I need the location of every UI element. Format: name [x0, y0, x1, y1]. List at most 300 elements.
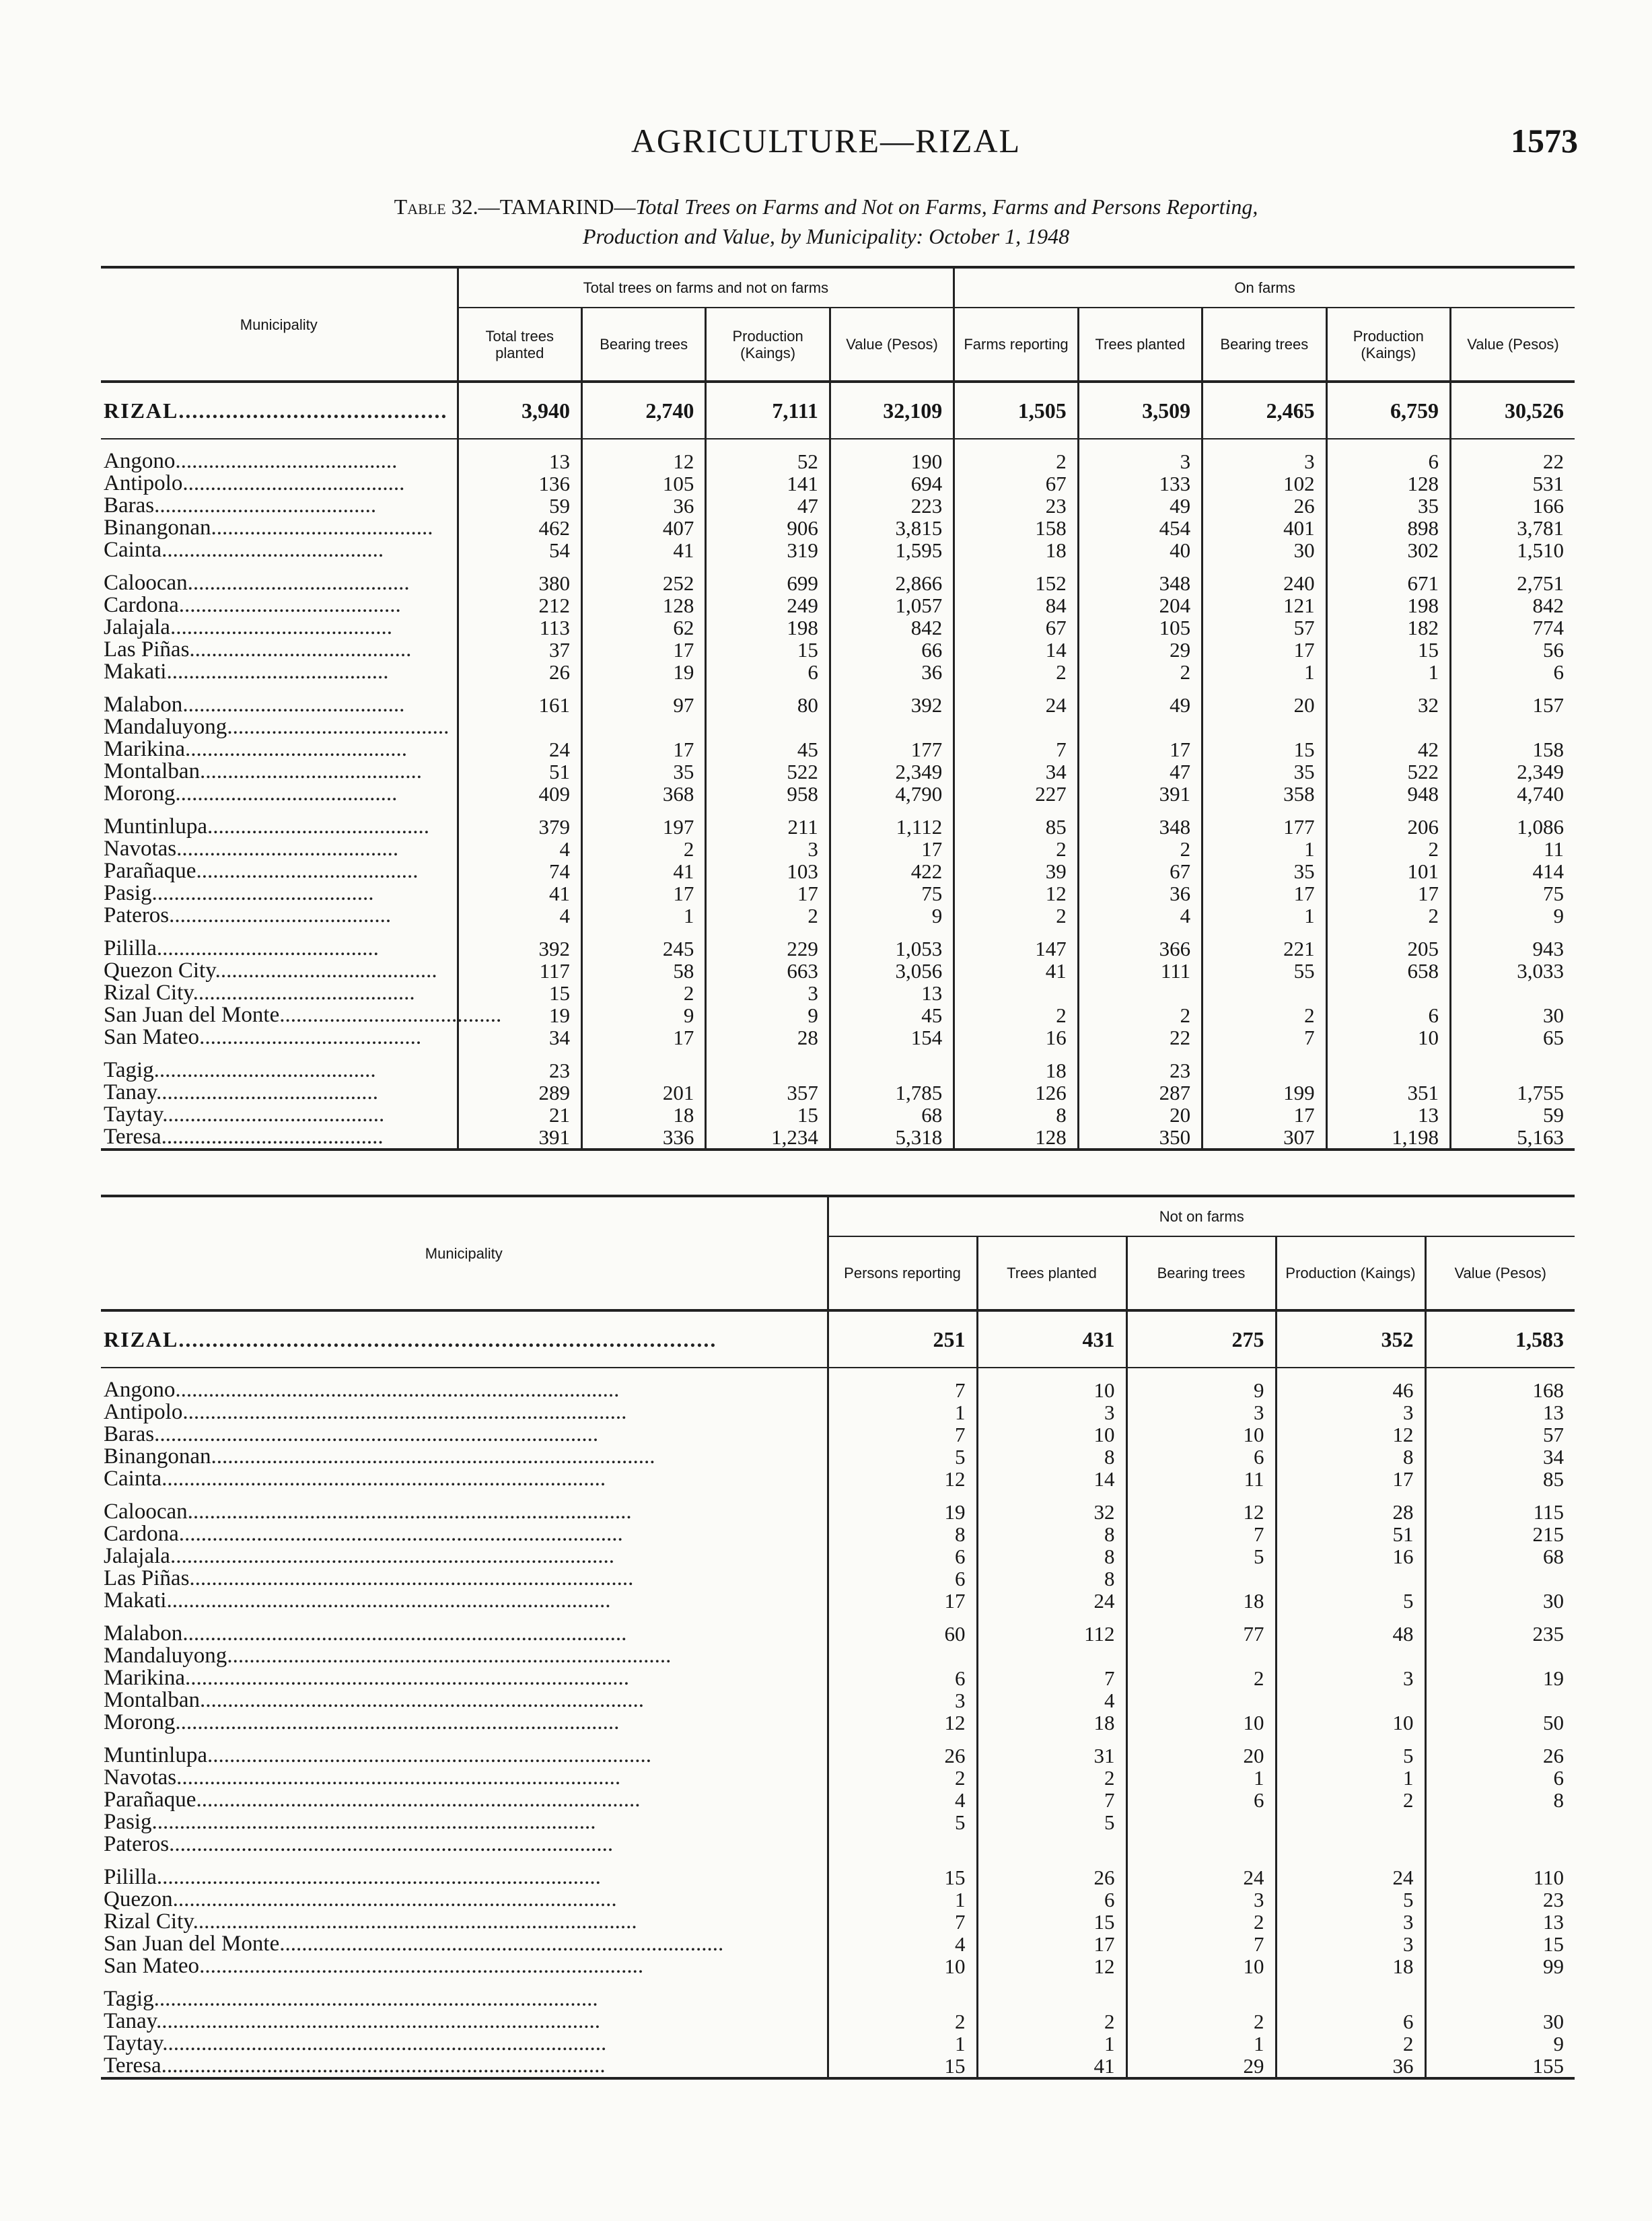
- table-cell: 842: [1451, 594, 1575, 616]
- municipality-label: San Juan del Monte: [104, 1932, 280, 1956]
- table-cell: 121: [1202, 594, 1326, 616]
- table-row: [101, 1545, 1575, 1567]
- page-header: [0, 121, 1652, 175]
- table-cell: 3,056: [830, 960, 954, 982]
- table-row: [101, 661, 1575, 683]
- table-cell: 351: [1326, 1082, 1450, 1104]
- table-cell: 7: [977, 1789, 1126, 1811]
- table-cell: 2: [954, 905, 1078, 927]
- table-cell: 36: [830, 661, 954, 683]
- column-header: Persons reporting: [828, 1236, 977, 1310]
- table-cell: 358: [1202, 783, 1326, 805]
- table-cell: 24: [954, 694, 1078, 716]
- municipality-name: Caloocan................................................................................: [104, 1500, 632, 1524]
- table-cell: 8: [977, 1446, 1126, 1468]
- column-header: Trees planted: [977, 1236, 1126, 1310]
- table-cell: 8: [828, 1523, 977, 1545]
- table-cell: 30: [1202, 539, 1326, 561]
- table-cell: 128: [954, 1126, 1078, 1150]
- municipality-label: Rizal City: [104, 1909, 193, 1934]
- table-row: [101, 616, 1575, 639]
- municipality-name: Quezon City........................................: [104, 958, 437, 983]
- table-cell: 212: [458, 594, 581, 616]
- table-row: [101, 1004, 1575, 1026]
- table-cell: 24: [1126, 1866, 1276, 1889]
- column-header: Value (Pesos): [830, 308, 954, 382]
- table-cell: 531: [1451, 472, 1575, 495]
- table-row: [101, 450, 1575, 472]
- municipality-name: Rizal City................................................................................: [104, 1909, 637, 1934]
- table-cell: 206: [1326, 816, 1450, 838]
- table-cell: 414: [1451, 860, 1575, 882]
- municipality-name: Pateros................................................................................: [104, 1832, 614, 1856]
- column-header: Production (Kaings): [1276, 1236, 1425, 1310]
- table-cell: 10: [1126, 1423, 1276, 1446]
- table-cell: 49: [1078, 495, 1202, 517]
- table-cell: 59: [1451, 1104, 1575, 1126]
- table-cell: 3,033: [1451, 960, 1575, 982]
- municipality-name: Navotas........................................: [104, 837, 399, 861]
- table-row: [101, 1667, 1575, 1689]
- table-row: [101, 1988, 1575, 2010]
- table-cell: 522: [706, 761, 830, 783]
- table-row: [101, 1104, 1575, 1126]
- municipality-label: Taytay: [104, 2031, 163, 2055]
- table-cell: 3: [1276, 1911, 1425, 1933]
- table-cell: 6: [828, 1567, 977, 1590]
- table-cell: [1451, 982, 1575, 1004]
- municipality-label: Antipolo: [104, 471, 183, 495]
- table-cell: 3: [1276, 1933, 1425, 1955]
- table-cell: 2: [954, 838, 1078, 860]
- table-cell: 198: [1326, 594, 1450, 616]
- table-cell: 12: [977, 1955, 1126, 1977]
- municipality-name: Morong........................................: [104, 781, 398, 806]
- table-cell: 13: [458, 450, 581, 472]
- table-cell: 1,785: [830, 1082, 954, 1104]
- table-cell: 7: [828, 1423, 977, 1446]
- table-cell: 20: [1078, 1104, 1202, 1126]
- table-cell: 36: [581, 495, 705, 517]
- caption-title-1: Total Trees on Farms and Not on Farms, Farms and Persons Reporting,: [635, 195, 1258, 219]
- table-cell: 105: [1078, 616, 1202, 639]
- table-cell: 7: [1202, 1026, 1326, 1049]
- table-cell: 52: [706, 450, 830, 472]
- table-cell: 462: [458, 517, 581, 539]
- municipality-label: Pasig: [104, 1810, 152, 1834]
- table-cell: 57: [1425, 1423, 1575, 1446]
- table-row: [101, 517, 1575, 539]
- table-cell: 4: [977, 1689, 1126, 1712]
- table-cell: [581, 1059, 705, 1082]
- table-cell: 17: [706, 882, 830, 905]
- table-cell: [954, 716, 1078, 738]
- table-cell: 663: [706, 960, 830, 982]
- municipality-label: Binangonan: [104, 516, 211, 540]
- table-cell: 41: [581, 860, 705, 882]
- table-cell: 1: [977, 2033, 1126, 2055]
- table-cell: 2,465: [1202, 382, 1326, 439]
- municipality-label: Mandaluyong: [104, 1644, 227, 1668]
- table-cell: 2: [954, 661, 1078, 683]
- table-cell: 2: [581, 982, 705, 1004]
- table-cell: 7: [1126, 1523, 1276, 1545]
- table-cell: 18: [1276, 1955, 1425, 1977]
- table-cell: 67: [954, 616, 1078, 639]
- table-cell: 105: [581, 472, 705, 495]
- municipality-label: Mandaluyong: [104, 715, 227, 739]
- table-cell: 7: [828, 1911, 977, 1933]
- table-cell: 56: [1451, 639, 1575, 661]
- municipality-label: Quezon City: [104, 958, 215, 983]
- table-cell: 15: [977, 1911, 1126, 1933]
- table-cell: 4: [828, 1789, 977, 1811]
- municipality-label: Tanay: [104, 2009, 157, 2033]
- municipality-label: Antipolo: [104, 1400, 183, 1424]
- table-cell: [1425, 1645, 1575, 1667]
- table-cell: 41: [458, 882, 581, 905]
- table-row: [101, 1933, 1575, 1955]
- table-cell: 47: [1078, 761, 1202, 783]
- table-cell: 2: [1276, 2033, 1425, 2055]
- table-cell: 177: [830, 738, 954, 761]
- table-cell: 2: [1326, 905, 1450, 927]
- table-cell: 5: [828, 1446, 977, 1468]
- table-cell: 41: [954, 960, 1078, 982]
- table-cell: 3,781: [1451, 517, 1575, 539]
- municipality-label: Parañaque: [104, 859, 196, 883]
- table-cell: 15: [706, 639, 830, 661]
- table-cell: 155: [1425, 2055, 1575, 2078]
- table-cell: 36: [1078, 882, 1202, 905]
- table-cell: 2,349: [1451, 761, 1575, 783]
- municipality-label: Angono: [104, 1378, 176, 1402]
- table-cell: 2: [977, 2010, 1126, 2033]
- table-row: [101, 2033, 1575, 2055]
- table-cell: 35: [581, 761, 705, 783]
- table-cell: 65: [1451, 1026, 1575, 1049]
- table-cell: 6: [1451, 661, 1575, 683]
- table-cell: 4: [1078, 905, 1202, 927]
- table-cell: 32,109: [830, 382, 954, 439]
- table-cell: 54: [458, 539, 581, 561]
- table-cell: 431: [977, 1310, 1126, 1368]
- table-cell: [1326, 982, 1450, 1004]
- table-cell: 2,751: [1451, 572, 1575, 594]
- table-cell: 190: [830, 450, 954, 472]
- table-cell: [1425, 1811, 1575, 1833]
- table-row: [101, 1059, 1575, 1082]
- municipality-label: Taytay: [104, 1102, 163, 1127]
- table-cell: 41: [581, 539, 705, 561]
- table-cell: [706, 1059, 830, 1082]
- table-row: [101, 1744, 1575, 1767]
- table-cell: 223: [830, 495, 954, 517]
- table-cell: 26: [1202, 495, 1326, 517]
- table-cell: 6: [828, 1545, 977, 1567]
- table-cell: 1,583: [1425, 1310, 1575, 1368]
- municipality-label: Marikina: [104, 737, 185, 761]
- table-cell: 401: [1202, 517, 1326, 539]
- municipality-label: Makati: [104, 1588, 167, 1613]
- table-cell: 2: [977, 1767, 1126, 1789]
- municipality-name: Pililla................................................................................: [104, 1865, 601, 1889]
- table-row: [101, 1126, 1575, 1150]
- table-cell: 1: [1202, 838, 1326, 860]
- table-cell: 2: [1126, 2010, 1276, 2033]
- municipality-name: Makati........................................: [104, 660, 389, 684]
- table-row: [101, 761, 1575, 783]
- municipality-name: Binangonan........................................: [104, 516, 433, 540]
- table-cell: 454: [1078, 517, 1202, 539]
- table-cell: 5: [977, 1811, 1126, 1833]
- table-cell: 20: [1126, 1744, 1276, 1767]
- municipality-name: Makati................................................................................: [104, 1588, 611, 1613]
- table-cell: 32: [977, 1501, 1126, 1523]
- table-cell: 35: [1202, 860, 1326, 882]
- table-cell: 24: [1276, 1866, 1425, 1889]
- municipality-name: Mandaluyong................................................................................: [104, 1644, 672, 1668]
- municipality-label: RIZAL: [104, 1327, 179, 1351]
- table-cell: 8: [1425, 1789, 1575, 1811]
- table-cell: 9: [830, 905, 954, 927]
- municipality-name: Caloocan........................................: [104, 571, 410, 595]
- municipality-name: Marikina........................................: [104, 737, 407, 761]
- running-title: AGRICULTURE—RIZAL: [631, 122, 1021, 160]
- table-cell: 17: [1078, 738, 1202, 761]
- table-cell: 17: [1326, 882, 1450, 905]
- table-cell: 9: [1451, 905, 1575, 927]
- table-row: [101, 1082, 1575, 1104]
- total-trees-header: Total trees on farms and not on farms: [458, 267, 954, 308]
- table-cell: 17: [828, 1590, 977, 1612]
- table-cell: 391: [1078, 783, 1202, 805]
- municipality-label: Parañaque: [104, 1788, 196, 1812]
- table-cell: 1: [581, 905, 705, 927]
- table-cell: [1276, 1689, 1425, 1712]
- table-cell: 32: [1326, 694, 1450, 716]
- table-cell: [1276, 1567, 1425, 1590]
- table-cell: 229: [706, 938, 830, 960]
- table-cell: 17: [581, 1026, 705, 1049]
- table-cell: 59: [458, 495, 581, 517]
- table-cell: 8: [977, 1567, 1126, 1590]
- table-cell: 3: [1202, 450, 1326, 472]
- table-cell: 22: [1451, 450, 1575, 472]
- municipality-label: Pililla: [104, 936, 157, 960]
- table-cell: [1425, 1567, 1575, 1590]
- table-cell: 103: [706, 860, 830, 882]
- table-cell: [1202, 1059, 1326, 1082]
- table-row: [101, 2010, 1575, 2033]
- municipality-name: Montalban................................................................................: [104, 1688, 644, 1712]
- table-cell: 40: [1078, 539, 1202, 561]
- municipality-name: Teresa........................................: [101, 1126, 458, 1150]
- municipality-label: Tagig: [104, 1058, 154, 1082]
- municipality-label: Baras: [104, 1422, 155, 1446]
- table-cell: 19: [458, 1004, 581, 1026]
- table-cell: 34: [458, 1026, 581, 1049]
- table-cell: 15: [1326, 639, 1450, 661]
- table-cell: 4,790: [830, 783, 954, 805]
- table-cell: 62: [581, 616, 705, 639]
- table-cell: [830, 716, 954, 738]
- table-cell: 26: [977, 1866, 1126, 1889]
- table-cell: 47: [706, 495, 830, 517]
- municipality-name: Las Piñas........................................: [104, 637, 412, 662]
- table-cell: 6: [977, 1889, 1126, 1911]
- municipality-label: Teresa: [104, 1125, 161, 1149]
- table-cell: 10: [828, 1955, 977, 1977]
- table-cell: 6: [1126, 1789, 1276, 1811]
- municipality-label: Morong: [104, 781, 176, 806]
- table-cell: 66: [830, 639, 954, 661]
- municipality-name: Tanay........................................: [104, 1080, 379, 1104]
- table-cell: 1,198: [1326, 1126, 1450, 1150]
- municipality-name: Teresa................................................................................: [101, 2055, 828, 2078]
- table-cell: 34: [1425, 1446, 1575, 1468]
- table-cell: 14: [954, 639, 1078, 661]
- table-cell: 4,740: [1451, 783, 1575, 805]
- municipality-name: RIZAL........................................: [101, 382, 458, 439]
- table-cell: 5: [828, 1811, 977, 1833]
- table-cell: [1126, 1645, 1276, 1667]
- table-cell: 110: [1425, 1866, 1575, 1889]
- table-cell: 10: [977, 1423, 1126, 1446]
- municipality-label: Jalajala: [104, 1544, 170, 1568]
- table-cell: 9: [1425, 2033, 1575, 2055]
- table-cell: 17: [1202, 882, 1326, 905]
- table-cell: 699: [706, 572, 830, 594]
- table-cell: 7,111: [706, 382, 830, 439]
- table-cell: 12: [581, 450, 705, 472]
- table-cell: 10: [1126, 1712, 1276, 1734]
- table-cell: 357: [706, 1082, 830, 1104]
- table-cell: 2: [1078, 838, 1202, 860]
- table-cell: 13: [830, 982, 954, 1004]
- table-cell: 204: [1078, 594, 1202, 616]
- table-cell: 289: [458, 1082, 581, 1104]
- municipality-name: Tanay................................................................................: [104, 2009, 601, 2033]
- municipality-name: San Juan del Monte........................................: [104, 1003, 502, 1027]
- table-cell: 252: [581, 572, 705, 594]
- table-cell: 16: [1276, 1545, 1425, 1567]
- table-cell: 368: [581, 783, 705, 805]
- municipality-name: Jalajala................................................................................: [104, 1544, 614, 1568]
- municipality-name: Quezon................................................................................: [104, 1887, 617, 1911]
- column-header: Value (Pesos): [1451, 308, 1575, 382]
- table-cell: 6: [1425, 1767, 1575, 1789]
- total-row: [101, 382, 1575, 439]
- table-cell: 2,349: [830, 761, 954, 783]
- municipality-name: Muntinlupa................................................................................: [104, 1743, 651, 1767]
- municipality-name: Pasig................................................................................: [104, 1810, 596, 1834]
- table-cell: 842: [830, 616, 954, 639]
- municipality-label: Jalajala: [104, 615, 170, 639]
- table-cell: [458, 716, 581, 738]
- table-cell: 352: [1276, 1310, 1425, 1368]
- table-cell: 2: [1326, 838, 1450, 860]
- table-cell: 302: [1326, 539, 1450, 561]
- table-cell: 215: [1425, 1523, 1575, 1545]
- table-cell: 5: [1276, 1590, 1425, 1612]
- table-cell: 366: [1078, 938, 1202, 960]
- municipality-label: Navotas: [104, 1765, 177, 1790]
- table-not-on-farms: [101, 1195, 1575, 2080]
- table-cell: 6: [1326, 450, 1450, 472]
- municipality-name: Pateros........................................: [104, 903, 392, 927]
- table-cell: 58: [581, 960, 705, 982]
- table-row: [101, 1866, 1575, 1889]
- table-cell: 3: [706, 838, 830, 860]
- table-cell: 205: [1326, 938, 1450, 960]
- table-cell: 60: [828, 1623, 977, 1645]
- municipality-label: Caloocan: [104, 1500, 188, 1524]
- table-cell: 15: [828, 1866, 977, 1889]
- table-row: [101, 1379, 1575, 1401]
- table-cell: [1202, 982, 1326, 1004]
- table-row: [101, 1623, 1575, 1645]
- table-cell: 6: [1126, 1446, 1276, 1468]
- municipality-label: Binangonan: [104, 1444, 211, 1469]
- municipality-label: Tagig: [104, 1987, 154, 2011]
- municipality-label: Teresa: [104, 2053, 161, 2078]
- municipality-label: Malabon: [104, 693, 183, 717]
- table-cell: 39: [954, 860, 1078, 882]
- table-cell: 422: [830, 860, 954, 882]
- table-row: [101, 1446, 1575, 1468]
- table-cell: 20: [1202, 694, 1326, 716]
- table-cell: 30: [1425, 1590, 1575, 1612]
- not-on-farms-header: Not on farms: [828, 1196, 1575, 1236]
- municipality-name: Malabon........................................: [104, 693, 405, 717]
- table-row: [101, 495, 1575, 517]
- table-cell: 8: [954, 1104, 1078, 1126]
- table-cell: 30: [1451, 1004, 1575, 1026]
- table-cell: 51: [458, 761, 581, 783]
- municipality-label: Las Piñas: [104, 1566, 190, 1590]
- table-cell: 49: [1078, 694, 1202, 716]
- municipality-name: San Juan del Monte................................................................................: [104, 1932, 724, 1956]
- table-cell: 5,318: [830, 1126, 954, 1150]
- table-cell: 21: [458, 1104, 581, 1126]
- table-cell: 13: [1425, 1911, 1575, 1933]
- table-row: [101, 960, 1575, 982]
- municipality-name: Morong................................................................................: [104, 1710, 620, 1734]
- municipality-name: Pasig........................................: [104, 881, 374, 905]
- table-cell: 19: [581, 661, 705, 683]
- municipality-name: Cainta........................................: [104, 538, 384, 562]
- table-cell: 3: [1126, 1889, 1276, 1911]
- municipality-name: Parañaque................................................................................: [104, 1788, 641, 1812]
- table-cell: 774: [1451, 616, 1575, 639]
- table-row: [101, 1689, 1575, 1712]
- column-header: Bearing trees: [581, 308, 705, 382]
- table-cell: 275: [1126, 1310, 1276, 1368]
- table-cell: 379: [458, 816, 581, 838]
- table-cell: 240: [1202, 572, 1326, 594]
- table-cell: [1126, 1567, 1276, 1590]
- table-cell: [828, 1833, 977, 1856]
- table-cell: 16: [954, 1026, 1078, 1049]
- table-cell: [828, 1988, 977, 2010]
- table-cell: [830, 1059, 954, 1082]
- table-cell: [1276, 1811, 1425, 1833]
- column-header: Production (Kaings): [706, 308, 830, 382]
- table-cell: 2: [1276, 1789, 1425, 1811]
- table-cell: 85: [1425, 1468, 1575, 1490]
- table-cell: 128: [581, 594, 705, 616]
